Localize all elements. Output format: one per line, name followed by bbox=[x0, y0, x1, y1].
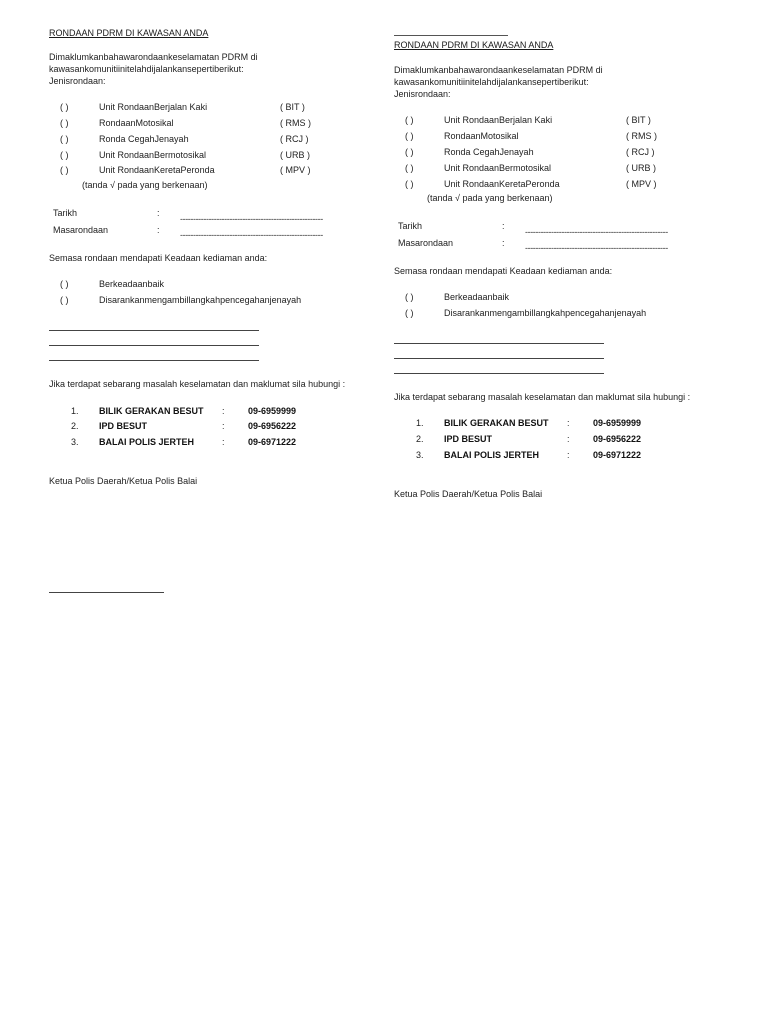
contact-phone: 09-6959999 bbox=[248, 406, 297, 416]
contact-phone: 09-6971222 bbox=[593, 450, 642, 460]
contact-row bbox=[394, 417, 734, 430]
checkbox[interactable]: ( ) bbox=[60, 150, 69, 160]
signatory: Ketua Polis Daerah/Ketua Polis Balai bbox=[49, 476, 198, 486]
contact-number: 3. bbox=[416, 450, 424, 460]
contact-text: Jika terdapat sebarang masalah keselamatan dan maklumat sila hubungi : bbox=[394, 392, 691, 402]
condition-row bbox=[394, 307, 734, 320]
patrol-type-code: ( BIT ) bbox=[626, 115, 651, 125]
remarks-line[interactable] bbox=[394, 343, 604, 344]
checkbox[interactable]: ( ) bbox=[60, 134, 69, 144]
contact-row bbox=[49, 420, 389, 433]
remarks-line[interactable] bbox=[394, 373, 604, 374]
found-text: Semasa rondaan mendapati Keadaan kediaman anda: bbox=[49, 253, 268, 263]
time-label: Masarondaan bbox=[53, 225, 109, 235]
checkbox[interactable]: ( ) bbox=[60, 118, 69, 128]
colon: : bbox=[222, 437, 225, 447]
form-title: RONDAAN PDRM DI KAWASAN ANDA bbox=[394, 40, 554, 50]
checkbox[interactable]: ( ) bbox=[60, 295, 69, 305]
contact-phone: 09-6956222 bbox=[593, 434, 642, 444]
colon: : bbox=[157, 225, 160, 235]
patrol-type-label: Unit RondaanBermotosikal bbox=[99, 150, 207, 160]
condition-label: Disarankanmengambillangkahpencegahanjenayah bbox=[444, 308, 647, 318]
contact-name: BILIK GERAKAN BESUT bbox=[444, 418, 549, 428]
patrol-type-row bbox=[394, 146, 734, 159]
contact-number: 2. bbox=[71, 421, 79, 431]
contact-phone: 09-6956222 bbox=[248, 421, 297, 431]
condition-row bbox=[49, 278, 389, 291]
patrol-type-row bbox=[49, 117, 389, 130]
remarks-line[interactable] bbox=[394, 358, 604, 359]
contact-name: IPD BESUT bbox=[99, 421, 148, 431]
intro-line-2: kawasankomunitiinitelahdijalankansepertiberikut: bbox=[394, 77, 589, 87]
tick-note: (tanda √ pada yang berkenaan) bbox=[427, 193, 553, 203]
top-divider bbox=[394, 35, 508, 36]
patrol-type-label: RondaanMotosikal bbox=[444, 131, 519, 141]
patrol-type-code: ( BIT ) bbox=[280, 102, 305, 112]
remarks-line[interactable] bbox=[49, 360, 259, 361]
time-field[interactable]: ------------------------------------------------------- bbox=[525, 243, 668, 253]
patrol-type-code: ( RMS ) bbox=[626, 131, 657, 141]
checkbox[interactable]: ( ) bbox=[405, 292, 414, 302]
colon: : bbox=[567, 450, 570, 460]
checkbox[interactable]: ( ) bbox=[405, 179, 414, 189]
signatory: Ketua Polis Daerah/Ketua Polis Balai bbox=[394, 489, 543, 499]
patrol-type-code: ( URB ) bbox=[626, 163, 656, 173]
contact-number: 2. bbox=[416, 434, 424, 444]
patrol-type-row bbox=[49, 149, 389, 162]
contact-phone: 09-6959999 bbox=[593, 418, 642, 428]
contact-name: BALAI POLIS JERTEH bbox=[444, 450, 540, 460]
checkbox[interactable]: ( ) bbox=[405, 131, 414, 141]
contact-row bbox=[394, 449, 734, 462]
intro-line-1: Dimaklumkanbahawarondaankeselamatan PDRM di bbox=[394, 65, 603, 75]
patrol-type-code: ( MPV ) bbox=[626, 179, 657, 189]
checkbox[interactable]: ( ) bbox=[405, 115, 414, 125]
patrol-type-code: ( RCJ ) bbox=[626, 147, 655, 157]
remarks-line[interactable] bbox=[49, 345, 259, 346]
contact-name: BALAI POLIS JERTEH bbox=[99, 437, 195, 447]
patrol-type-row bbox=[394, 162, 734, 175]
patrol-type-row bbox=[394, 130, 734, 143]
condition-label: Disarankanmengambillangkahpencegahanjenayah bbox=[99, 295, 302, 305]
contact-text: Jika terdapat sebarang masalah keselamatan dan maklumat sila hubungi : bbox=[49, 379, 346, 389]
contact-row bbox=[49, 436, 389, 449]
date-field[interactable]: ------------------------------------------------------- bbox=[180, 214, 323, 224]
date-label: Tarikh bbox=[53, 208, 78, 218]
patrol-type-label: Unit RondaanBermotosikal bbox=[444, 163, 552, 173]
patrol-type-code: ( MPV ) bbox=[280, 165, 311, 175]
condition-label: Berkeadaanbaik bbox=[444, 292, 510, 302]
patrol-type-label: Unit RondaanBerjalan Kaki bbox=[444, 115, 553, 125]
intro-line-1: Dimaklumkanbahawarondaankeselamatan PDRM di bbox=[49, 52, 258, 62]
patrol-type-row bbox=[49, 133, 389, 146]
tick-note: (tanda √ pada yang berkenaan) bbox=[82, 180, 208, 190]
patrol-type-label: Unit RondaanKeretaPeronda bbox=[444, 179, 560, 189]
contact-name: BILIK GERAKAN BESUT bbox=[99, 406, 204, 416]
patrol-type-row bbox=[394, 114, 734, 127]
patrol-type-row bbox=[49, 164, 389, 177]
signature-line[interactable] bbox=[49, 592, 164, 593]
patrol-type-label: RondaanMotosikal bbox=[99, 118, 174, 128]
checkbox[interactable]: ( ) bbox=[60, 279, 69, 289]
colon: : bbox=[567, 418, 570, 428]
contact-number: 3. bbox=[71, 437, 79, 447]
colon: : bbox=[567, 434, 570, 444]
patrol-type-code: ( RCJ ) bbox=[280, 134, 309, 144]
contact-number: 1. bbox=[71, 406, 79, 416]
patrol-type-code: ( URB ) bbox=[280, 150, 310, 160]
patrol-type-label: Unit RondaanBerjalan Kaki bbox=[99, 102, 208, 112]
date-field[interactable]: ------------------------------------------------------- bbox=[525, 227, 668, 237]
intro-line-3: Jenisrondaan: bbox=[49, 76, 106, 86]
condition-row bbox=[394, 291, 734, 304]
checkbox[interactable]: ( ) bbox=[405, 147, 414, 157]
colon: : bbox=[157, 208, 160, 218]
checkbox[interactable]: ( ) bbox=[405, 163, 414, 173]
contact-row bbox=[49, 405, 389, 418]
time-field[interactable]: ------------------------------------------------------- bbox=[180, 230, 323, 240]
patrol-type-label: Ronda CegahJenayah bbox=[444, 147, 534, 157]
contact-phone: 09-6971222 bbox=[248, 437, 297, 447]
patrol-type-row bbox=[394, 178, 734, 191]
checkbox[interactable]: ( ) bbox=[60, 102, 69, 112]
found-text: Semasa rondaan mendapati Keadaan kediaman anda: bbox=[394, 266, 613, 276]
contact-name: IPD BESUT bbox=[444, 434, 493, 444]
patrol-type-label: Ronda CegahJenayah bbox=[99, 134, 189, 144]
patrol-type-label: Unit RondaanKeretaPeronda bbox=[99, 165, 215, 175]
colon: : bbox=[502, 221, 505, 231]
intro-line-2: kawasankomunitiinitelahdijalankansepertiberikut: bbox=[49, 64, 244, 74]
colon: : bbox=[222, 406, 225, 416]
intro-line-3: Jenisrondaan: bbox=[394, 89, 451, 99]
patrol-type-row bbox=[49, 101, 389, 114]
form-title: RONDAAN PDRM DI KAWASAN ANDA bbox=[49, 28, 209, 38]
time-label: Masarondaan bbox=[398, 238, 454, 248]
condition-row bbox=[49, 294, 389, 307]
checkbox[interactable]: ( ) bbox=[405, 308, 414, 318]
date-label: Tarikh bbox=[398, 221, 423, 231]
condition-label: Berkeadaanbaik bbox=[99, 279, 165, 289]
remarks-line[interactable] bbox=[49, 330, 259, 331]
contact-number: 1. bbox=[416, 418, 424, 428]
patrol-type-code: ( RMS ) bbox=[280, 118, 311, 128]
contact-row bbox=[394, 433, 734, 446]
colon: : bbox=[222, 421, 225, 431]
colon: : bbox=[502, 238, 505, 248]
checkbox[interactable]: ( ) bbox=[60, 165, 69, 175]
